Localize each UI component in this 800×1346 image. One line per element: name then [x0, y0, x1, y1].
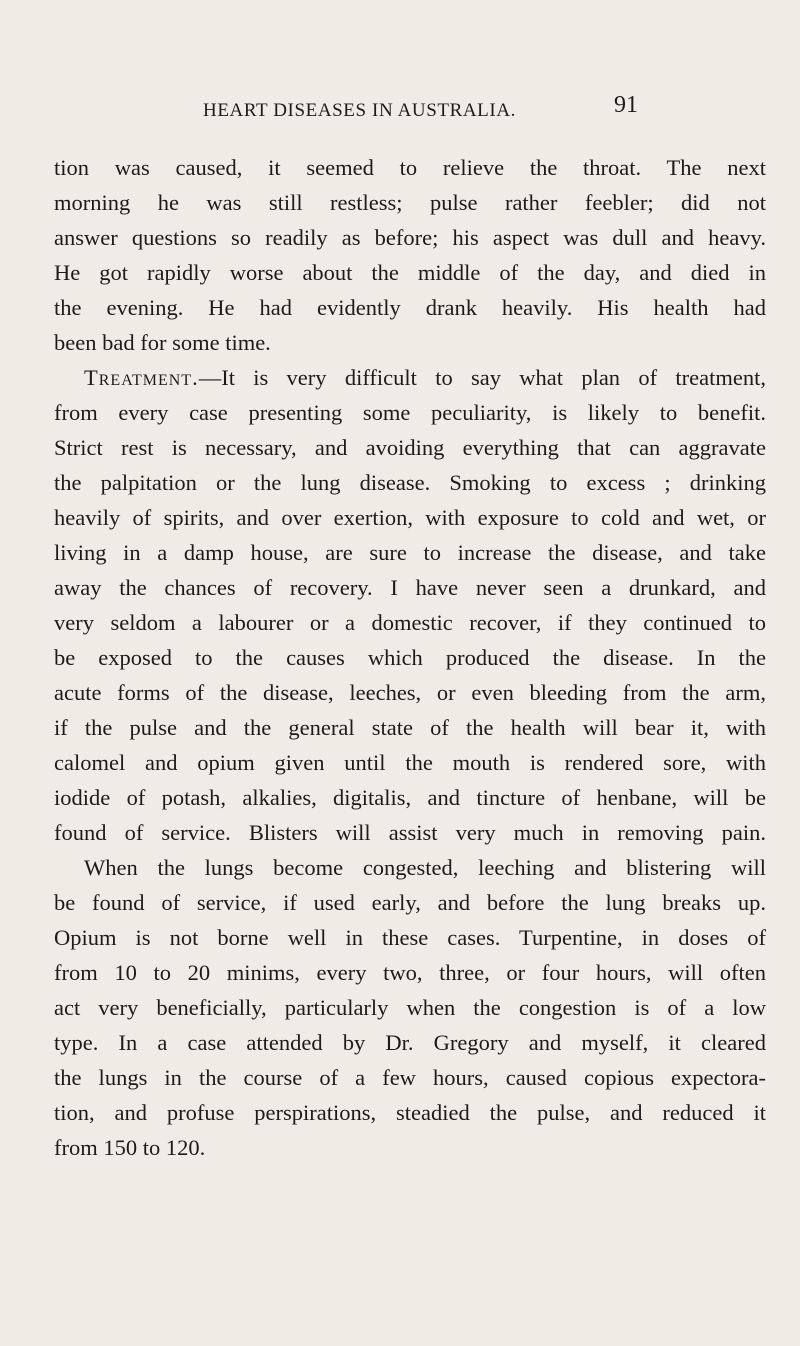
text-line: iodide of potash, alkalies, digitalis, and tincture of henbane, will be — [54, 785, 766, 810]
text-line: from 10 to 20 minims, every two, three, or four hours, will often — [54, 960, 766, 985]
text-line: away the chances of recovery. I have never seen a drunkard, and — [54, 575, 766, 600]
text-span: —It is very difficult to say what plan of treatment, — [198, 365, 766, 390]
text-line: found of service. Blisters will assist very much in removing pain. — [54, 820, 766, 845]
section-heading-treatment: Treatment. — [84, 365, 199, 390]
text-line: Opium is not borne well in these cases. Turpentine, in doses of — [54, 925, 766, 950]
text-line: from every case presenting some peculiarity, is likely to benefit. — [54, 400, 766, 425]
text-line: Strict rest is necessary, and avoiding everything that can aggravate — [54, 435, 766, 460]
text-line: When the lungs become congested, leeching and blistering will — [84, 855, 766, 880]
text-line: living in a damp house, are sure to increase the disease, and take — [54, 540, 766, 565]
text-line — [54, 360, 766, 395]
text-line: tion, and profuse perspirations, steadied the pulse, and reduced it — [54, 1100, 766, 1125]
text-line: tion was caused, it seemed to relieve the throat. The next — [54, 155, 766, 180]
page-number: 91 — [614, 92, 638, 118]
text-line: answer questions so readily as before; his aspect was dull and heavy. — [54, 225, 766, 250]
running-head: HEART DISEASES IN AUSTRALIA. — [203, 100, 516, 121]
text-line: the evening. He had evidently drank heavily. His health had — [54, 295, 766, 320]
text-line: been bad for some time. — [54, 330, 271, 355]
text-line: heavily of spirits, and over exertion, with exposure to cold and wet, or — [54, 505, 766, 530]
text-line: type. In a case attended by Dr. Gregory and myself, it cleared — [54, 1030, 766, 1055]
text-line: the lungs in the course of a few hours, caused copious expectora- — [54, 1065, 766, 1090]
text-line: morning he was still restless; pulse rather feebler; did not — [54, 190, 766, 215]
text-line: act very beneficially, particularly when the congestion is of a low — [54, 995, 766, 1020]
text-line: the palpitation or the lung disease. Smoking to excess ; drinking — [54, 470, 766, 495]
text-line: from 150 to 120. — [54, 1135, 206, 1160]
text-line: be exposed to the causes which produced the disease. In the — [54, 645, 766, 670]
text-line: acute forms of the disease, leeches, or even bleeding from the arm, — [54, 680, 766, 705]
body-text — [54, 150, 766, 1165]
text-line: calomel and opium given until the mouth is rendered sore, with — [54, 750, 766, 775]
text-line: if the pulse and the general state of the health will bear it, with — [54, 715, 766, 740]
text-line: He got rapidly worse about the middle of the day, and died in — [54, 260, 766, 285]
text-line: very seldom a labourer or a domestic recover, if they continued to — [54, 610, 766, 635]
text-line: be found of service, if used early, and before the lung breaks up. — [54, 890, 766, 915]
